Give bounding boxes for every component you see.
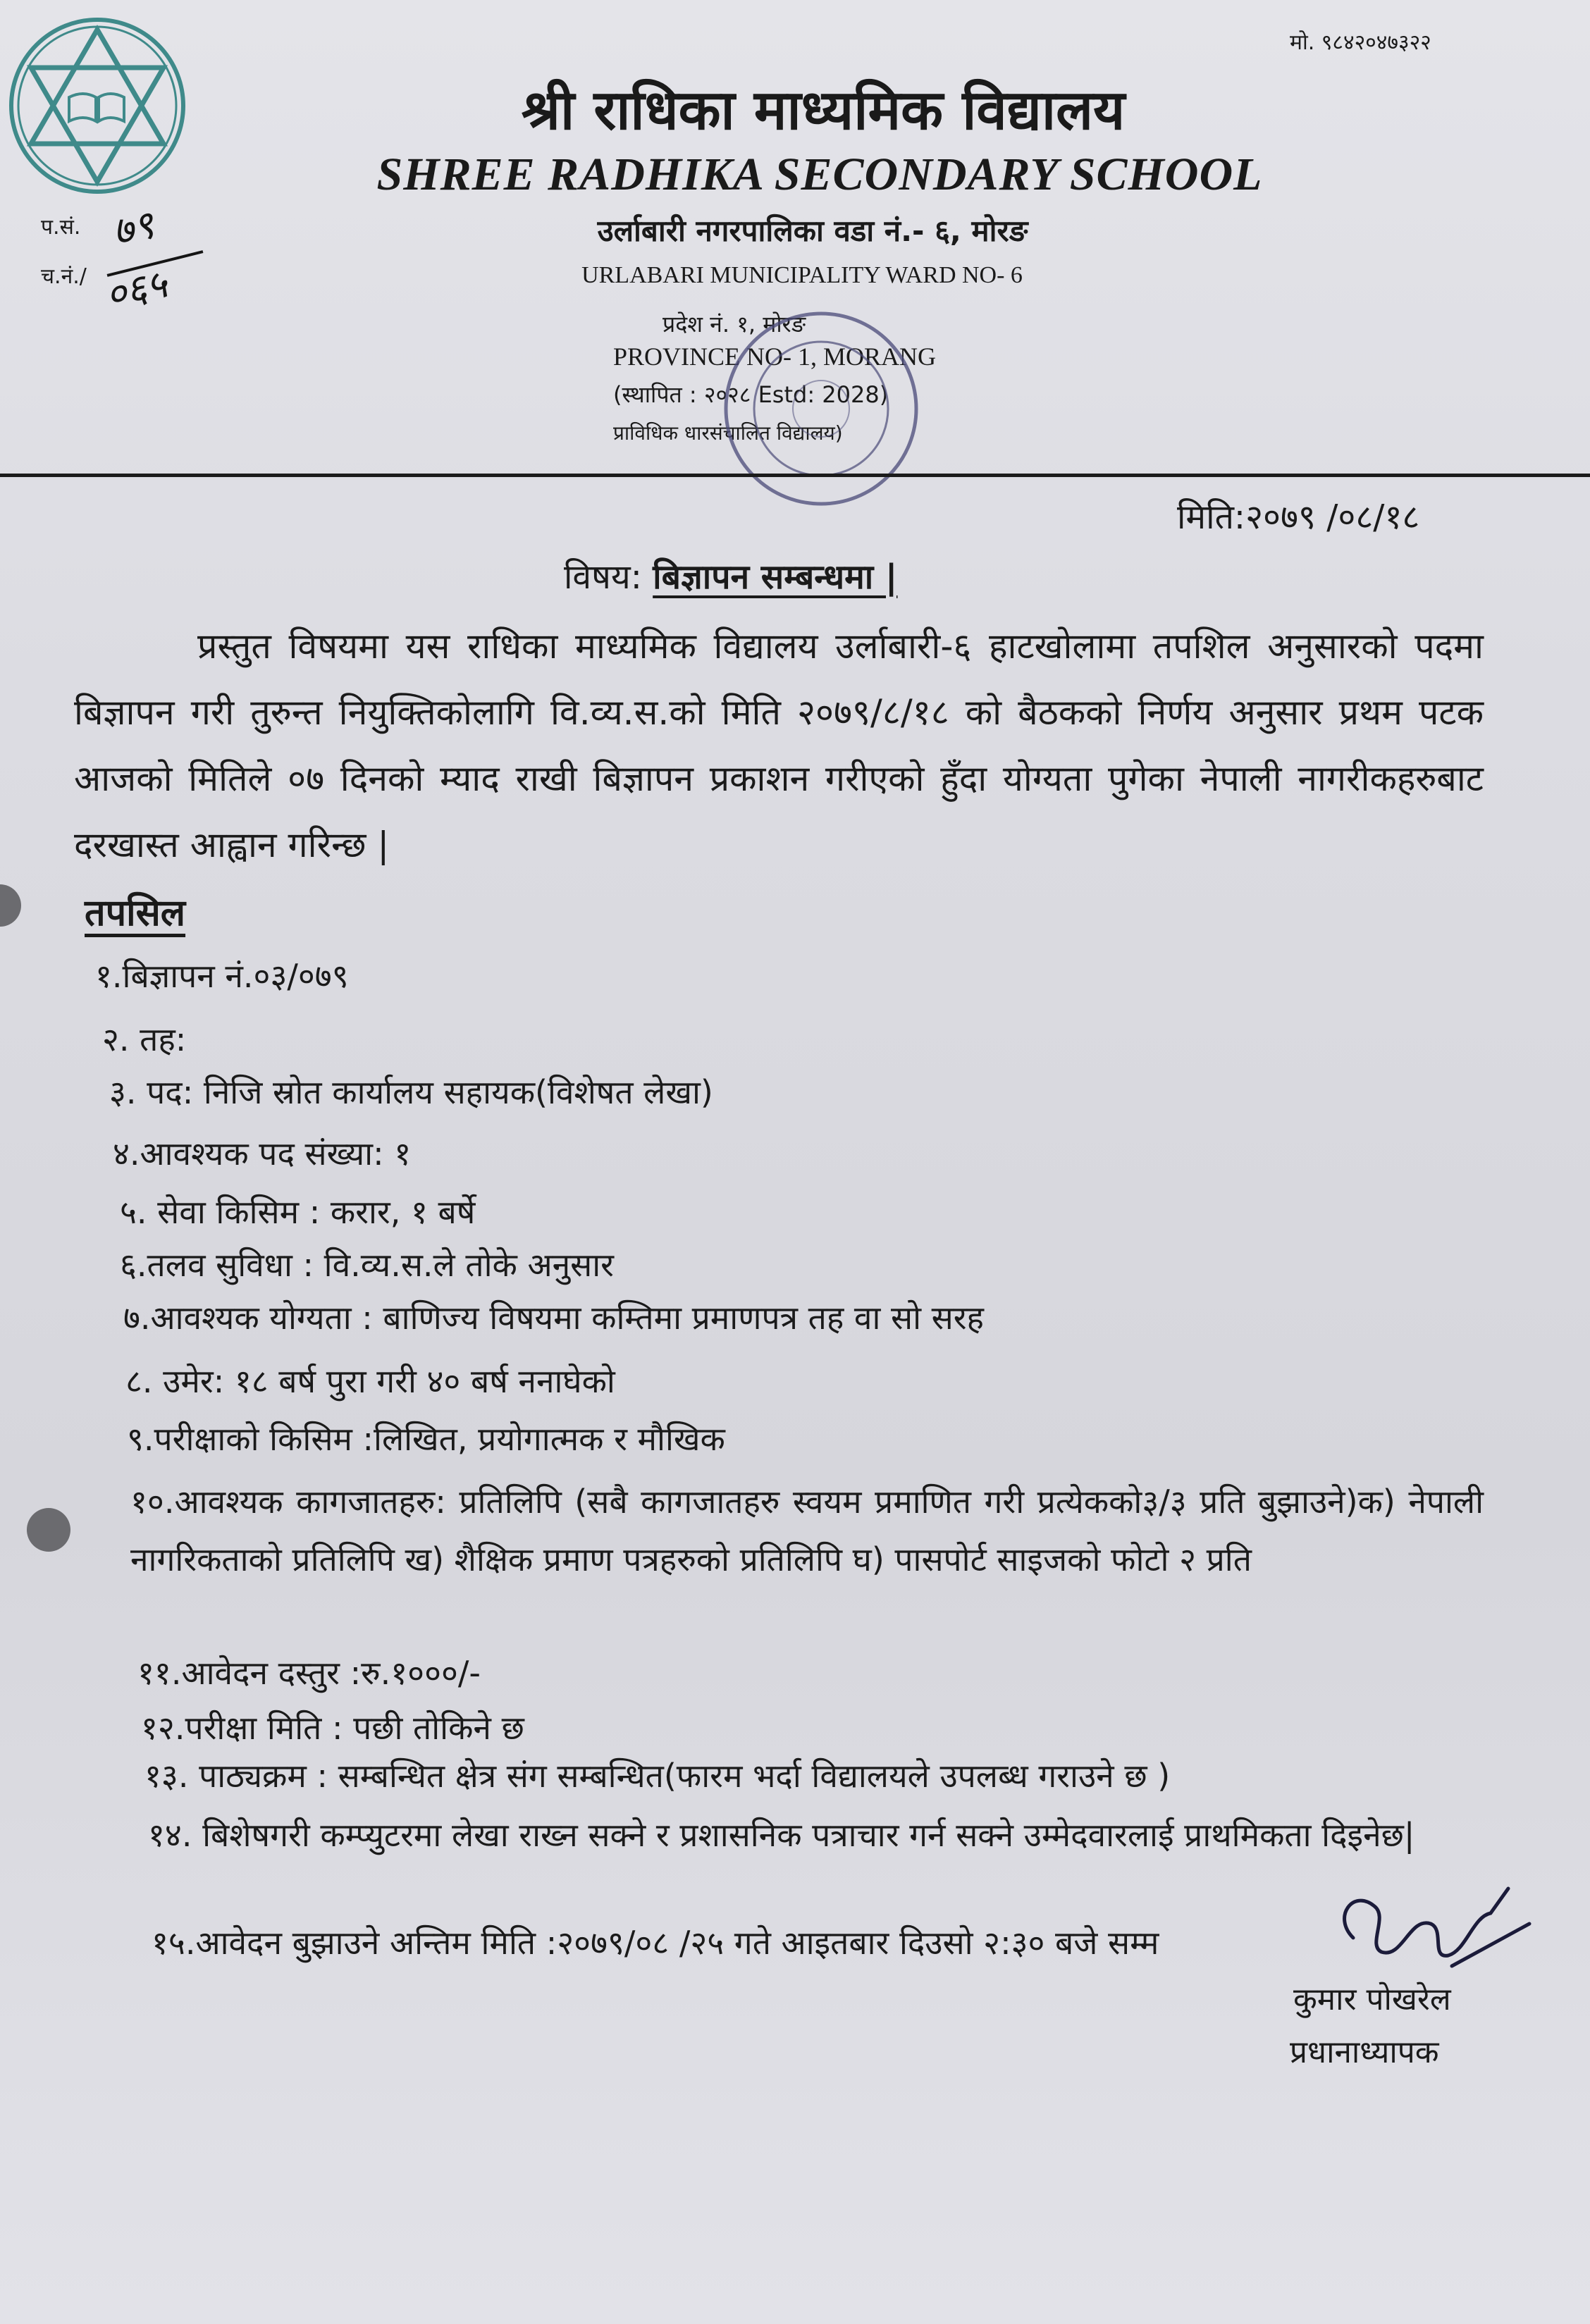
list-item: १०.आवश्यक कागजातहरु: प्रतिलिपि (सबै कागजातहरु स्वयम प्रमाणित गरी प्रत्येकको३/३ प्रति बुझाउने)क) नेपाली नागरिकताको प्रतिलिपि ख) शैक्षिक प्रमाण पत्रहरुको प्रतिलिपि घ) पासपोर्ट साइजको फोटो २ प्रति: [130, 1483, 1484, 1578]
header-divider: [0, 474, 1590, 477]
list-item: १२.परीक्षा मिति : पछी तोकिने छ: [141, 1709, 524, 1747]
ref-ps-label: प.सं.: [41, 215, 81, 240]
list-item: ४.आवश्यक पद संख्या: १: [113, 1135, 412, 1173]
punch-hole-top: [0, 884, 21, 927]
list-item: १४. बिशेषगरी कम्प्युटरमा लेखा राख्न सक्ने र प्रशासनिक पत्राचार गर्न सक्ने उम्मेदवारलाई प्राथमिकता दिइनेछ|: [148, 1816, 1415, 1854]
list-item: १३. पाठ्यक्रम : सम्बन्धित क्षेत्र संग सम्बन्धित(फारम भर्दा विद्यालयले उपलब्ध गराउने छ ): [144, 1757, 1171, 1795]
list-item: १.बिज्ञापन नं.०३/०७९: [95, 957, 349, 995]
signatory-name: कुमार पोखरेल: [1293, 1982, 1451, 2017]
province-nepali: प्रदेश नं. १, मोरङ: [662, 311, 806, 338]
ref-cn-handwritten: ०६५: [101, 261, 171, 319]
province-english: PROVINCE NO- 1, MORANG: [613, 342, 937, 371]
address-nepali: उर्लाबारी नगरपालिका वडा नं.- ६, मोरङ: [597, 214, 1028, 248]
tapsil-heading: तपसिल: [85, 892, 186, 934]
established-line: (स्थापित : २०२८ Estd: 2028): [613, 381, 889, 408]
subject-line: [564, 553, 897, 599]
list-item: ३. पद: निजि स्रोत कार्यालय सहायक(विशेषत लेखा): [109, 1073, 713, 1111]
list-item: ७.आवश्यक योग्यता : बाणिज्य विषयमा कम्तिमा प्रमाणपत्र तह वा सो सरह: [123, 1299, 984, 1337]
school-stamp-icon: [715, 303, 927, 514]
school-name-english: SHREE RADHIKA SECONDARY SCHOOL: [376, 149, 1263, 200]
list-item: १५.आवेदन बुझाउने अन्तिम मिति :२०७९/०८ /२५ गते आइतबार दिउसो २:३० बजे सम्म: [152, 1924, 1159, 1962]
school-name-nepali: श्री राधिका माध्यमिक विद्यालय: [521, 79, 1126, 142]
list-item: ९.परीक्षाको किसिम :लिखित, प्रयोगात्मक र मौखिक: [127, 1420, 725, 1458]
letter-date: मिति:२०७९ /०८/१८: [1177, 497, 1420, 537]
subject-label: विषय:: [564, 557, 642, 597]
list-item: ५. सेवा किसिम : करार, १ बर्षे: [120, 1193, 476, 1231]
list-item: २. तह:: [102, 1020, 187, 1058]
mobile-number: मो. ९८४२०४७३२२: [1290, 30, 1431, 55]
signatory-title: प्रधानाध्यापक: [1290, 2034, 1439, 2070]
body-paragraph: प्रस्तुत विषयमा यस राधिका माध्यमिक विद्यालय उर्लाबारी-६ हाटखोलामा तपशिल अनुसारको पदमा बिज्ञापन गरी तुरुन्त नियुक्तिकोलागि वि.व्य.स.को मिति २०७९/८/१८ को बैठकको निर्णय अनुसार प्रथम पटक आजको मितिले ०७ दिनको म्याद राखी बिज्ञापन प्रकाशन गरीएको हुँदा योग्यता पुगेका नेपाली नागरीकहरुबाट दरखास्त आह्वान गरिन्छ |: [74, 626, 1484, 865]
subject-text: बिज्ञापन सम्बन्धमा |: [653, 557, 898, 597]
list-item: ११.आवेदन दस्तुर :रु.१०००/-: [137, 1654, 481, 1692]
technical-line: प्राविधिक धारसंचालित विद्यालय): [613, 421, 843, 445]
address-english: URLABARI MUNICIPALITY WARD NO- 6: [581, 262, 1023, 288]
ref-cn-label: च.नं./: [41, 264, 87, 289]
list-item: ६.तलव सुविधा : वि.व्य.स.ले तोके अनुसार: [120, 1246, 614, 1284]
punch-hole-bottom: [27, 1508, 70, 1552]
list-item: ८. उमेर: १८ बर्ष पुरा गरी ४० बर्ष ननाघेको: [125, 1362, 615, 1400]
ref-ps-handwritten: ७९: [108, 202, 159, 256]
